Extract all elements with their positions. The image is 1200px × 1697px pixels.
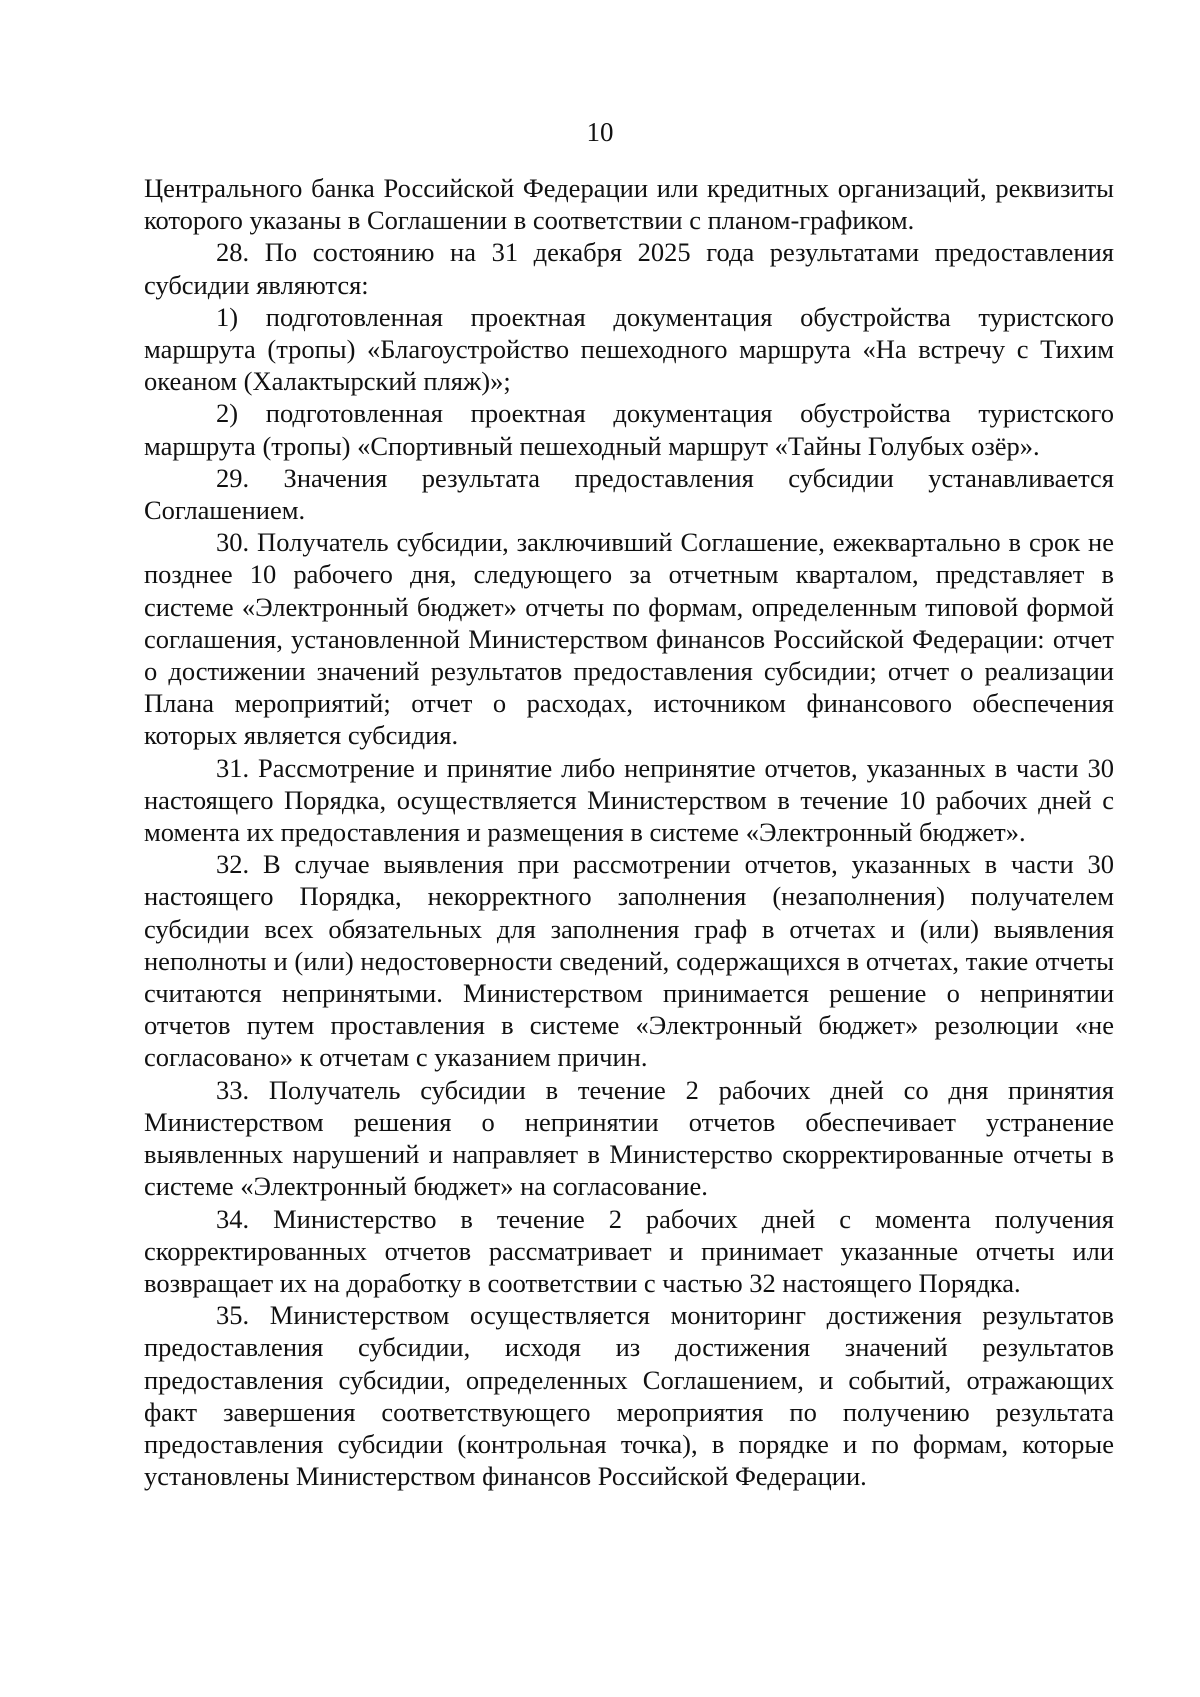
page-number: 10 <box>586 117 614 147</box>
paragraph-29: 29. Значения результата предоставления субсидии устанавливается Соглашением. <box>144 462 1114 526</box>
paragraph-continuation: Центрального банка Российской Федерации или кредитных организаций, реквизиты которого указаны в Соглашении в соответствии с планом-графиком. <box>144 173 1114 236</box>
paragraph-35: 35. Министерством осуществляется мониторинг достижения результатов предоставления субсидии, исходя из достижения значений результатов предоставления субсидии, определенных Соглашением, и событий, отражающих факт завершения соответствующего мероприятия по получению результата предоставления субсидии (контрольная точка), в порядке и по формам, которые установлены Министерством финансов Российской Федерации. <box>144 1300 1114 1492</box>
paragraph-28: 28. По состоянию на 31 декабря 2025 года результатами предоставления субсидии являются: <box>144 237 1114 300</box>
paragraph-28-item-1: 1) подготовленная проектная документация обустройства туристского маршрута (тропы) «Благоустройство пешеходного маршрута «На встречу с Тихим океаном (Халактырский пляж)»; <box>144 301 1114 397</box>
paragraph-28-item-2: 2) подготовленная проектная документация обустройства туристского маршрута (тропы) «Спортивный пешеходный маршрут «Тайны Голубых озёр». <box>144 398 1114 461</box>
paragraph-32: 32. В случае выявления при рассмотрении отчетов, указанных в части 30 настоящего Порядка, некорректного заполнения (незаполнения) получателем субсидии всех обязательных для заполнения граф в отчетах и (или) выявления неполноты и (или) недостоверности сведений, содержащихся в отчетах, такие отчеты считаются непринятыми. Министерством принимается решение о непринятии отчетов путем проставления в системе «Электронный бюджет» резолюции «не согласовано» к отчетам с указанием причин. <box>144 849 1114 1073</box>
paragraph-34: 34. Министерство в течение 2 рабочих дней с момента получения скорректированных отчетов рассматривает и принимает указанные отчеты или возвращает их на доработку в соответствии с частью 32 настоящего Порядка. <box>144 1203 1114 1298</box>
document-body <box>144 172 1114 1492</box>
paragraph-31: 31. Рассмотрение и принятие либо непринятие отчетов, указанных в части 30 настоящего Порядка, осуществляется Министерством в течение 10 рабочих дней с момента их предоставления и размещения в системе «Электронный бюджет». <box>144 752 1114 848</box>
paragraph-33: 33. Получатель субсидии в течение 2 рабочих дней со дня принятия Министерством решения о непринятии отчетов обеспечивает устранение выявленных нарушений и направляет в Министерство скорректированные отчеты в системе «Электронный бюджет» на согласование. <box>144 1074 1114 1202</box>
paragraph-30: 30. Получатель субсидии, заключивший Соглашение, ежеквартально в срок не позднее 10 рабочего дня, следующего за отчетным кварталом, представляет в системе «Электронный бюджет» отчеты по формам, определенным типовой формой соглашения, установленной Министерством финансов Российской Федерации: отчет о достижении значений результатов предоставления субсидии; отчет о реализации Плана мероприятий; отчет о расходах, источником финансового обеспечения которых является субсидия. <box>144 527 1114 751</box>
